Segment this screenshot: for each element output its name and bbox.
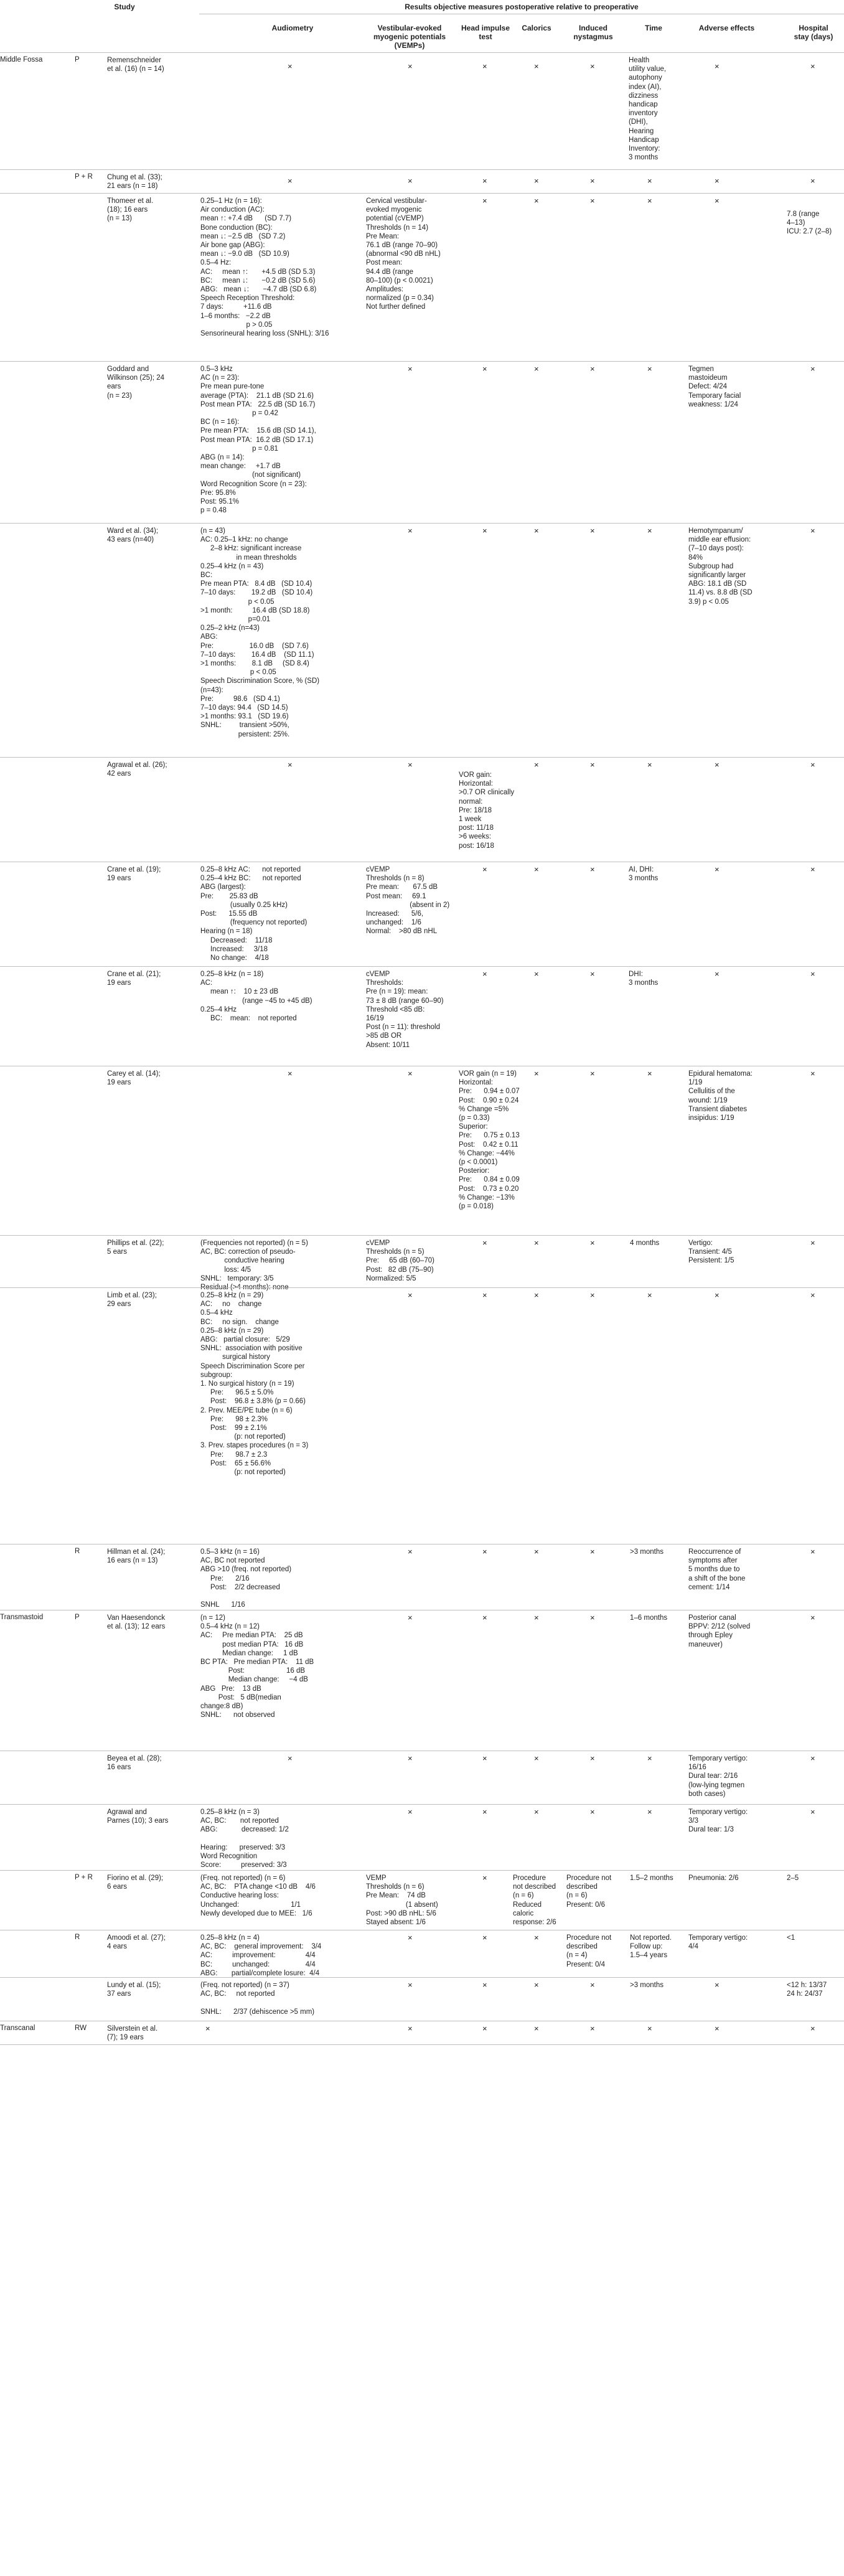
mark-agrawal-adverse: ×: [715, 760, 720, 769]
header-head-impulse: Head impulse test: [461, 24, 510, 41]
mark-hillman-nystagmus: ×: [590, 1547, 595, 1556]
mark-ward-time: ×: [647, 526, 652, 535]
hillman-time: >3 months: [630, 1548, 664, 1556]
study-chung: Chung et al. (33); 21 ears (n = 18): [107, 174, 162, 190]
study-carey: Carey et al. (14); 19 ears: [107, 1070, 161, 1087]
study-fiorino: Fiorino et al. (29); 6 ears: [107, 1874, 164, 1891]
mark-agrawal-time: ×: [647, 760, 652, 769]
mark-limb-time: ×: [647, 1290, 652, 1300]
mark-ward-vemp: ×: [408, 526, 413, 535]
mark-limb-vemp: ×: [408, 1290, 413, 1300]
mark-amoodi-calorics: ×: [534, 1933, 539, 1942]
mark-crane19-calorics: ×: [534, 865, 539, 874]
mark-beyea-vemp: ×: [408, 1754, 413, 1763]
mark-silverstein-time: ×: [647, 2024, 652, 2033]
row-rule: [0, 193, 844, 194]
row-rule: [0, 1804, 844, 1805]
mark-agrawal-parnes-time: ×: [647, 1807, 652, 1817]
mark-agrawal-parnes-hospital: ×: [810, 1807, 815, 1817]
study-crane-19: Crane et al. (19); 19 ears: [107, 866, 161, 883]
vanhaesendonck-audiometry: (n = 12) 0.5–4 kHz (n = 12) AC: Pre median PTA: 25 dB post median PTA: 16 dB Median change: 1 dB BC PTA: Pre median PTA: 11 dB Post: 16 dB Median change: −4 dB ABG Pre: 13 dB Post: 5 dB(median change:8 dB) SNHL: not observed: [200, 1614, 314, 1719]
crane21-time: DHI: 3 months: [629, 971, 659, 987]
amoodi-adverse: Temporary vertigo: 4/4: [688, 1934, 748, 1951]
mark-agrawal-parnes-vemp: ×: [408, 1807, 413, 1817]
thomeer-vemp: Cervical vestibular- evoked myogenic potential (cVEMP) Thresholds (n = 14) Pre Mean: 76.1 dB (range 70–90) (abnormal <90 dB nHL) Post mean: 94.4 dB (range 80–100) (p < 0.0021) Amplitudes: normalized (p = 0.34) Not further defined: [366, 197, 441, 311]
mark-crane19-adverse: ×: [715, 865, 720, 874]
mark-agrawal-nystagmus: ×: [590, 760, 595, 769]
thomeer-audiometry: 0.25–1 Hz (n = 16): Air conduction (AC): mean ↑: +7.4 dB (SD 7.7) Bone conduction (BC): mean ↓: −2.5 dB (SD 7.2) Air bone gap (ABG): mean ↓: −9.0 dB (SD 10.9) 0.5–4 Hz: AC: mean ↑: +4.5 dB (SD 5.3) BC: mean ↓: −0.2 dB (SD 5.6) ABG: mean ↓: −4.7 dB (SD 6.8) Speech Reception Threshold: 7 days: +11.6 dB 1–6 months: −2.2 dB p > 0.05 Sensorineural hearing loss (SNHL): 3/16: [200, 197, 329, 338]
mark-silverstein-hospital: ×: [810, 2024, 815, 2033]
header-calorics: Calorics: [522, 24, 551, 32]
phillips-adverse: Vertigo: Transient: 4/5 Persistent: 1/5: [688, 1239, 734, 1265]
mark-crane19-head: ×: [482, 865, 487, 874]
mark-ward-calorics: ×: [534, 526, 539, 535]
row-rule: [0, 1977, 844, 1978]
mark-goddard-hospital: ×: [810, 364, 815, 374]
header-study: Study: [114, 2, 135, 11]
fiorino-audiometry: (Freq. not reported) (n = 6) AC, BC: PTA change <10 dB 4/6 Conductive hearing loss: Unchanged: 1/1 Newly developed due to MEE: 1/6: [200, 1874, 316, 1917]
mark-phillips-hospital: ×: [810, 1238, 815, 1248]
header-time: Time: [645, 24, 662, 32]
mark-beyea-hospital: ×: [810, 1754, 815, 1763]
thomeer-hospital: 7.8 (range 4–13) ICU: 2.7 (2–8): [787, 210, 832, 236]
group-transcanal: Transcanal: [0, 2024, 35, 2032]
amoodi-hospital: <1: [787, 1934, 795, 1942]
study-goddard: Goddard and Wilkinson (25); 24 ears (n = 23): [107, 365, 165, 400]
mark-beyea-head: ×: [482, 1754, 487, 1763]
mark-ward-hospital: ×: [810, 526, 815, 535]
mark-crane19-hospital: ×: [810, 865, 815, 874]
mark-remenschneider-nystagmus: ×: [590, 62, 595, 71]
amoodi-nystagmus: Procedure not described (n = 4) Present: 0/4: [566, 1934, 612, 1968]
mark-goddard-head: ×: [482, 364, 487, 374]
study-ward: Ward et al. (34); 43 ears (n=40): [107, 527, 159, 544]
header-vemp: Vestibular-evoked myogenic potentials (VEMPs): [373, 24, 446, 50]
group-transmastoid: Transmastoid: [0, 1614, 44, 1621]
header-adverse: Adverse effects: [698, 24, 755, 32]
mark-limb-hospital: ×: [810, 1290, 815, 1300]
mark-carey-vemp: ×: [408, 1069, 413, 1078]
mark-chung-time: ×: [647, 176, 652, 186]
mark-thomeer-time: ×: [647, 196, 652, 205]
fiorino-vemp: VEMP Thresholds (n = 6) Pre Mean: 74 dB (1 absent) Post: >90 dB nHL: 5/6 Stayed absent: 1/6: [366, 1874, 438, 1927]
mark-remenschneider-audiometry: ×: [288, 62, 293, 71]
mark-beyea-calorics: ×: [534, 1754, 539, 1763]
goddard-adverse: Tegmen mastoideum Defect: 4/24 Temporary facial weakness: 1/24: [688, 365, 741, 408]
mark-limb-nystagmus: ×: [590, 1290, 595, 1300]
hillman-audiometry: 0.5–3 kHz (n = 16) AC, BC not reported ABG >10 (freq. not reported) Pre: 2/16 Post: 2/2 decreased SNHL 1/16: [200, 1548, 292, 1609]
mark-silverstein-head: ×: [482, 2024, 487, 2033]
study-limb: Limb et al. (23); 29 ears: [107, 1292, 157, 1309]
crane19-time: AI, DHI: 3 months: [629, 866, 659, 883]
crane21-vemp: cVEMP Thresholds: Pre (n = 19): mean: 73 ± 8 dB (range 60–90) Threshold <85 dB: 16/19 Post (n = 11): threshold >85 dB OR Absent: 10/11: [366, 971, 444, 1049]
mark-goddard-time: ×: [647, 364, 652, 374]
mark-chung-nystagmus: ×: [590, 176, 595, 186]
beyea-adverse: Temporary vertigo: 16/16 Dural tear: 2/16 (low-lying tegmen both cases): [688, 1755, 748, 1798]
mark-thomeer-nystagmus: ×: [590, 196, 595, 205]
mark-goddard-calorics: ×: [534, 364, 539, 374]
mark-vanhaesendonck-nystagmus: ×: [590, 1613, 595, 1622]
phillips-audiometry: (Frequencies not reported) (n = 5) AC, BC: correction of pseudo- conductive hearing loss: 4/5 SNHL: temporary: 3/5 Residual (>4 months): none: [200, 1239, 308, 1292]
mark-lundy-vemp: ×: [408, 1980, 413, 1990]
phillips-time: 4 months: [630, 1239, 660, 1247]
mark-thomeer-head: ×: [482, 196, 487, 205]
row-rule: [0, 1235, 844, 1236]
mark-limb-calorics: ×: [534, 1290, 539, 1300]
mark-vanhaesendonck-hospital: ×: [810, 1613, 815, 1622]
mark-ward-head: ×: [482, 526, 487, 535]
mark-lundy-nystagmus: ×: [590, 1980, 595, 1990]
mark-chung-adverse: ×: [715, 176, 720, 186]
mark-agrawal-hospital: ×: [810, 760, 815, 769]
mark-agrawal-calorics: ×: [534, 760, 539, 769]
lundy-audiometry: (Freq. not reported) (n = 37) AC, BC: not reported SNHL: 2/37 (dehiscence >5 mm): [200, 1981, 315, 2016]
study-crane-21: Crane et al. (21); 19 ears: [107, 971, 161, 987]
fiorino-hospital: 2–5: [787, 1874, 799, 1882]
mark-thomeer-calorics: ×: [534, 196, 539, 205]
mark-remenschneider-hospital: ×: [810, 62, 815, 71]
mark-limb-adverse: ×: [715, 1290, 720, 1300]
mark-crane19-nystagmus: ×: [590, 865, 595, 874]
row-rule: [0, 1287, 844, 1288]
mark-agrawal-vemp: ×: [408, 760, 413, 769]
agrawal-head-impulse: VOR gain: Horizontal: >0.7 OR clinically normal: Pre: 18/18 1 week post: 11/18 >6 weeks: post: 16/18: [459, 771, 515, 850]
mark-silverstein-calorics: ×: [534, 2024, 539, 2033]
mark-phillips-nystagmus: ×: [590, 1238, 595, 1248]
study-beyea: Beyea et al. (28); 16 ears: [107, 1755, 162, 1772]
fiorino-calorics: Procedure not described (n = 6) Reduced caloric response: 2/6: [513, 1874, 556, 1927]
design-p-1: P: [75, 56, 80, 63]
lundy-time: >3 months: [630, 1981, 664, 1989]
mark-crane21-hospital: ×: [810, 969, 815, 979]
study-silverstein: Silverstein et al. (7); 19 ears: [107, 2025, 158, 2042]
study-phillips: Phillips et al. (22); 5 ears: [107, 1239, 164, 1256]
phillips-vemp: cVEMP Thresholds (n = 5) Pre: 65 dB (60–70) Post: 82 dB (75–90) Normalized: 5/5: [366, 1239, 434, 1282]
fiorino-adverse: Pneumonia: 2/6: [688, 1874, 739, 1882]
mark-carey-hospital: ×: [810, 1069, 815, 1078]
mark-vanhaesendonck-calorics: ×: [534, 1613, 539, 1622]
design-pr-2: P + R: [75, 1874, 93, 1881]
mark-remenschneider-vemp: ×: [408, 62, 413, 71]
mark-fiorino-head: ×: [482, 1873, 487, 1883]
fiorino-time: 1.5–2 months: [630, 1874, 673, 1882]
header-bottom-rule: [0, 52, 844, 53]
study-agrawal: Agrawal et al. (26); 42 ears: [107, 761, 167, 778]
mark-hillman-calorics: ×: [534, 1547, 539, 1556]
header-results-title: Results objective measures postoperative relative to preoperative: [405, 2, 639, 11]
mark-crane21-nystagmus: ×: [590, 969, 595, 979]
mark-thomeer-adverse: ×: [715, 196, 720, 205]
design-pr-1: P + R: [75, 173, 93, 181]
design-p-2: P: [75, 1614, 80, 1621]
mark-crane21-head: ×: [482, 969, 487, 979]
mark-amoodi-vemp: ×: [408, 1933, 413, 1942]
study-agrawal-parnes: Agrawal and Parnes (10); 3 ears: [107, 1808, 169, 1825]
mark-remenschneider-head: ×: [482, 62, 487, 71]
study-thomeer: Thomeer et al. (18); 16 ears (n = 13): [107, 197, 154, 223]
goddard-audiometry: 0.5–3 kHz AC (n = 23): Pre mean pure-tone average (PTA): 21.1 dB (SD 21.6) Post mean PTA: 22.5 dB (SD 16.7) p = 0.42 BC (n = 16): Pre mean PTA: 15.6 dB (SD 14.1), Post mean PTA: 16.2 dB (SD 17.1) p = 0.81 ABG (n = 14): mean change: +1.7 dB (not significant) Word Recognition Score (n = 23): Pre: 95.8% Post: 95.1% p = 0.48: [200, 365, 316, 515]
mark-remenschneider-calorics: ×: [534, 62, 539, 71]
study-hillman: Hillman et al. (24); 16 ears (n = 13): [107, 1548, 166, 1565]
mark-remenschneider-adverse: ×: [715, 62, 720, 71]
mark-lundy-adverse: ×: [715, 1980, 720, 1990]
header-nystagmus: Induced nystagmus: [573, 24, 613, 41]
mark-goddard-vemp: ×: [408, 364, 413, 374]
agrawal-parnes-audiometry: 0.25–8 kHz (n = 3) AC, BC: not reported ABG: decreased: 1/2 Hearing: preserved: 3/3 Word Recognition Score: preserved: 3/3: [200, 1808, 289, 1869]
mark-hillman-head: ×: [482, 1547, 487, 1556]
mark-agrawal-audiometry: ×: [288, 760, 293, 769]
header-hospital: Hospital stay (days): [794, 24, 833, 41]
mark-phillips-calorics: ×: [534, 1238, 539, 1248]
header-audiometry: Audiometry: [271, 24, 314, 32]
mark-agrawal-parnes-head: ×: [482, 1807, 487, 1817]
mark-carey-nystagmus: ×: [590, 1069, 595, 1078]
mark-beyea-audiometry: ×: [288, 1754, 293, 1763]
row-rule: [0, 523, 844, 524]
group-middle-fossa: Middle Fossa: [0, 56, 43, 63]
carey-adverse: Epidural hematoma: 1/19 Cellulitis of the wound: 1/19 Transient diabetes insipidus: 1/19: [688, 1070, 753, 1122]
mark-silverstein-audiometry: ×: [205, 2024, 210, 2033]
row-rule: [0, 361, 844, 362]
mark-limb-head: ×: [482, 1290, 487, 1300]
carey-head-impulse: VOR gain (n = 19) Horizontal: Pre: 0.94 ± 0.07 Post: 0.90 ± 0.24 % Change =5% (p = 0.33) Superior: Pre: 0.75 ± 0.13 Post: 0.42 ± 0.11 % Change: −44% (p < 0.0001) Posterior: Pre: 0.84 ± 0.09 Post: 0.73 ± 0.20 % Change: −13% (p = 0.018): [459, 1070, 520, 1211]
mark-vanhaesendonck-vemp: ×: [408, 1613, 413, 1622]
mark-chung-head: ×: [482, 176, 487, 186]
agrawal-parnes-adverse: Temporary vertigo: 3/3 Dural tear: 1/3: [688, 1808, 748, 1834]
crane19-audiometry: 0.25–8 kHz AC: not reported 0.25–4 kHz BC: not reported ABG (largest): Pre: 25.83 dB (usually 0.25 kHz) Post: 15.55 dB (frequency not reported) Hearing (n = 18) Decreased: 11/18 Increased: 3/18 No change: 4/18: [200, 866, 307, 962]
mark-beyea-time: ×: [647, 1754, 652, 1763]
hillman-adverse: Reoccurrence of symptoms after 5 months due to a shift of the bone cement: 1/14: [688, 1548, 746, 1591]
mark-beyea-nystagmus: ×: [590, 1754, 595, 1763]
row-rule: [0, 169, 844, 170]
mark-lundy-head: ×: [482, 1980, 487, 1990]
row-rule: [0, 757, 844, 758]
mark-chung-vemp: ×: [408, 176, 413, 186]
lundy-hospital: <12 h: 13/37 24 h: 24/37: [787, 1981, 827, 1998]
ward-audiometry: (n = 43) AC: 0.25–1 kHz: no change 2–8 kHz: significant increase in mean thresholds 0.25–4 kHz (n = 43) BC: Pre mean PTA: 8.4 dB (SD 10.4) 7–10 days: 19.2 dB (SD 10.4) p < 0.05 >1 month: 16.4 dB (SD 18.8) p=0.01 0.25–2 kHz (n=43) ABG: Pre: 16.0 dB (SD 7.6) 7–10 days: 16.4 dB (SD 11.1) >1 months: 8.1 dB (SD 8.4) p < 0.05 Speech Discrimination Score, % (SD) (n=43): Pre: 98.6 (SD 4.1) 7–10 days: 94.4 (SD 14.5) >1 months: 93.1 (SD 19.6) SNHL: transient >50%, persistent: 25%.: [200, 527, 320, 738]
mark-crane21-calorics: ×: [534, 969, 539, 979]
mark-silverstein-nystagmus: ×: [590, 2024, 595, 2033]
row-rule: [0, 966, 844, 967]
ward-adverse: Hemotympanum/ middle ear effusion: (7–10 days post): 84% Subgroup had significantly larger ABG: 18.1 dB (SD 11.4) vs. 8.8 dB (SD 3.9) p < 0.05: [688, 527, 753, 606]
mark-amoodi-head: ×: [482, 1933, 487, 1942]
mark-lundy-calorics: ×: [534, 1980, 539, 1990]
design-rw: RW: [75, 2024, 87, 2032]
amoodi-audiometry: 0.25–8 kHz (n = 4) AC, BC: general improvement: 3/4 AC: improvement: 4/4 BC: unchanged: 4/4 ABG: partial/complete losure: 4/4: [200, 1934, 322, 1977]
mark-phillips-head: ×: [482, 1238, 487, 1248]
mark-hillman-hospital: ×: [810, 1547, 815, 1556]
mark-chung-calorics: ×: [534, 176, 539, 186]
mark-agrawal-parnes-nystagmus: ×: [590, 1807, 595, 1817]
mark-chung-hospital: ×: [810, 176, 815, 186]
mark-vanhaesendonck-head: ×: [482, 1613, 487, 1622]
vanhaesendonck-time: 1–6 months: [630, 1614, 668, 1622]
study-van-haesendonck: Van Haesendonck et al. (13); 12 ears: [107, 1614, 166, 1631]
mark-goddard-nystagmus: ×: [590, 364, 595, 374]
mark-crane21-adverse: ×: [715, 969, 720, 979]
mark-silverstein-vemp: ×: [408, 2024, 413, 2033]
amoodi-time: Not reported. Follow up: 1.5–4 years: [630, 1934, 672, 1960]
mark-carey-time: ×: [647, 1069, 652, 1078]
remenschneider-time: Health utility value, autophony index (AI), dizziness handicap inventory (DHI), Hearing Handicap Inventory: 3 months: [629, 57, 667, 162]
mark-chung-audiometry: ×: [288, 176, 293, 186]
table-bottom-rule: [0, 2044, 844, 2045]
mark-hillman-vemp: ×: [408, 1547, 413, 1556]
mark-agrawal-parnes-calorics: ×: [534, 1807, 539, 1817]
mark-carey-calorics: ×: [534, 1069, 539, 1078]
mark-silverstein-adverse: ×: [715, 2024, 720, 2033]
limb-audiometry: 0.25–8 kHz (n = 29) AC: no change 0.5–4 kHz BC: no sign. change 0.25–8 kHz (n = 29) ABG: partial closure: 5/29 SNHL: association with positive surgical history Speech Discrimination Score per subgroup: 1. No surgical history (n = 19) Pre: 96.5 ± 5.0% Post: 96.8 ± 3.8% (p = 0.66) 2. Prev. MEE/PE tube (n = 6) Pre: 98 ± 2.3% Post: 99 ± 2.1% (p: not reported) 3. Prev. stapes procedures (n = 3) Pre: 98.7 ± 2.3 Post: 65 ± 56.6% (p: not reported): [200, 1292, 309, 1477]
study-amoodi: Amoodi et al. (27); 4 ears: [107, 1934, 166, 1951]
fiorino-nystagmus: Procedure not described (n = 6) Present: 0/6: [566, 1874, 612, 1909]
design-r-1: R: [75, 1548, 80, 1555]
crane21-audiometry: 0.25–8 kHz (n = 18) AC: mean ↑: 10 ± 23 dB (range −45 to +45 dB) 0.25–4 kHz BC: mean: not reported: [200, 971, 312, 1023]
vanhaesendonck-adverse: Posterior canal BPPV: 2/12 (solved through Epley maneuver): [688, 1614, 751, 1648]
row-rule: [0, 1870, 844, 1871]
crane19-vemp: cVEMP Thresholds (n = 8) Pre mean: 67.5 dB Post mean: 69.1 (absent in 2) Increased: 5/6, unchanged: 1/6 Normal: >80 dB nHL: [366, 866, 450, 936]
study-remenschneider: Remenschneider et al. (16) (n = 14): [107, 57, 164, 73]
design-r-2: R: [75, 1934, 80, 1941]
mark-carey-audiometry: ×: [288, 1069, 293, 1078]
mark-ward-nystagmus: ×: [590, 526, 595, 535]
study-lundy: Lundy et al. (15); 37 ears: [107, 1981, 161, 1998]
